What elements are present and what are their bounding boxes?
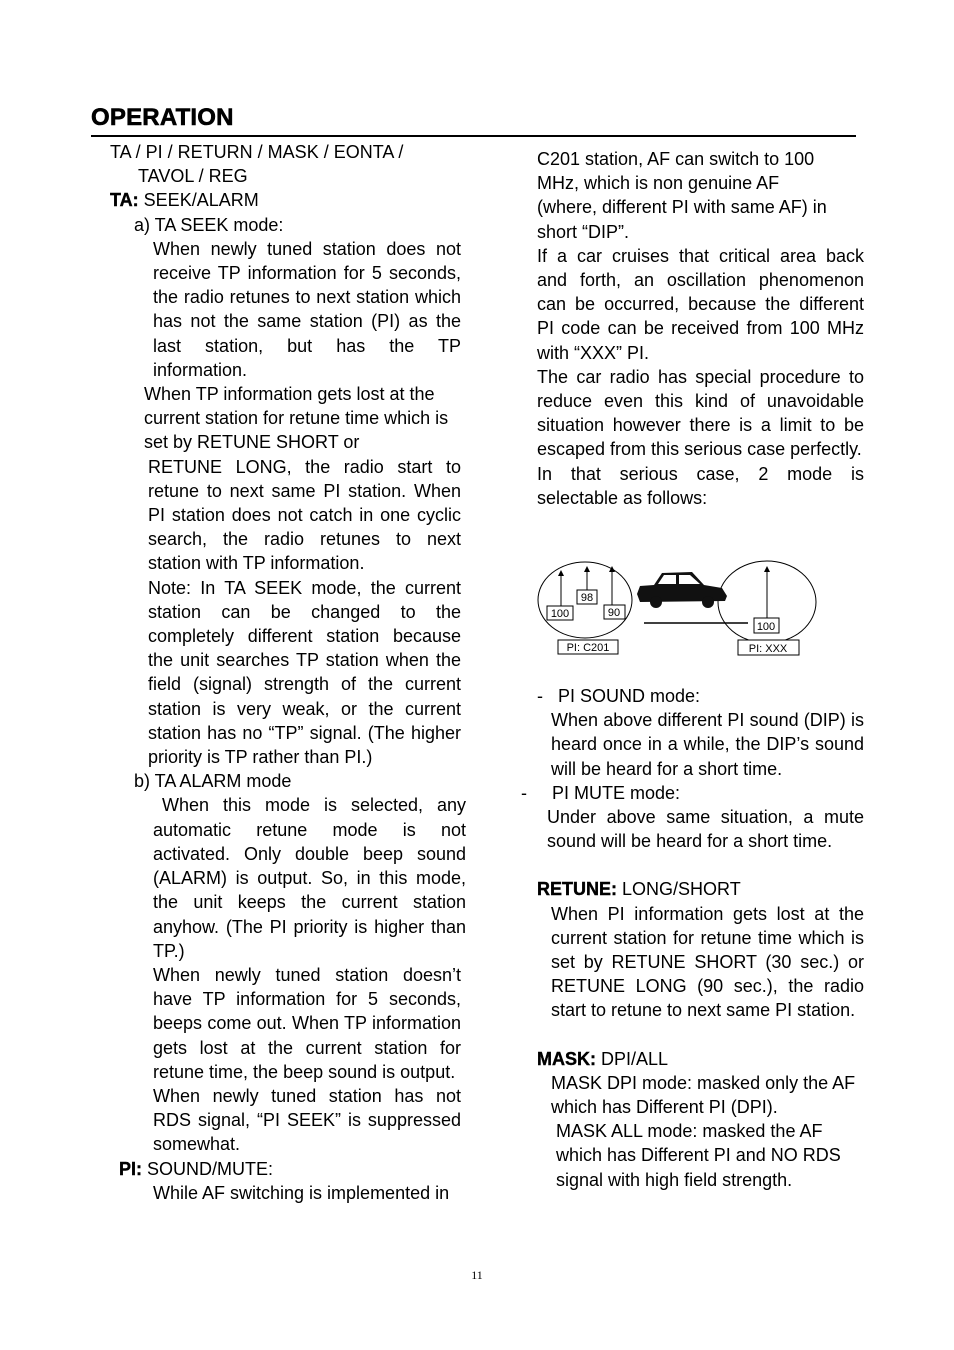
pi-continuation-2: If a car cruises that critical area back and forth, an oscillation phenomenon can be occurred, because the different PI code can be received from 100 MHz with “XXX” PI. [537, 245, 864, 363]
freq-label-100-left: 100 [550, 608, 570, 620]
mask-label: MASK: [537, 1048, 596, 1069]
mask-value: DPI/ALL [601, 1048, 669, 1069]
page-heading: OPERATION [91, 104, 234, 131]
pi-continuation-4: In that serious case, 2 mode is selectable as follows: [537, 463, 864, 508]
pi-continuation-3: The car radio has special procedure to reduce even this kind of unavoidable situation however there is a limit to be escaped from this serious case perfectly. [537, 366, 864, 460]
dash-marker: - [521, 782, 527, 803]
ta-seek-paragraph-2b: RETUNE LONG, the radio start to retune to next same PI station. When PI station does not catch in one cyclic search, the radio retunes to next station with TP information. [148, 456, 461, 574]
pi-label-xxx: PI: XXX [748, 643, 788, 655]
left-column [0, 140, 480, 1205]
pi-sound-text: When above different PI sound (DIP) is heard once in a while, the DIP’s sound will be heard for a short time. [551, 710, 864, 779]
page-number: 11 [471, 1268, 483, 1282]
pi-continuation-1: C201 station, AF can switch to 100 MHz, which is non genuine AF (where, different PI with same AF) in short “DIP”. [537, 149, 827, 242]
spacer-2 [521, 1023, 871, 1047]
items-line-1: TA / PI / RETURN / MASK / EONTA / [110, 142, 404, 162]
ta-seek-paragraph-2a: When TP information gets lost at the current station for retune time which is set by RETUNE SHORT or [144, 384, 449, 453]
ta-label: TA: [110, 190, 139, 211]
ta-alarm-heading: b) TA ALARM mode [134, 771, 292, 792]
items-line-2: TAVOL / REG [138, 166, 248, 187]
freq-label-90: 90 [607, 607, 621, 619]
pi-mute-text: Under above same situation, a mute sound will be heard for a short time. [547, 807, 864, 852]
retune-line [537, 877, 871, 901]
ta-line [110, 188, 461, 212]
ta-alarm-paragraph-2: When newly tuned station doesn’t have TP information for 5 seconds, beeps come out. When TP information gets lost at the current station for retune time, the beep sound is output. [153, 964, 461, 1082]
pi-line [119, 1157, 461, 1181]
freq-label-98: 98 [580, 592, 594, 604]
right-column-bottom [521, 684, 871, 1192]
pi-value: SOUND/MUTE: [147, 1158, 274, 1179]
ta-alarm-paragraph-1: When this mode is selected, any automatic retune mode is not activated. Only double beep sound (ALARM) is output. So, in this mode, the unit keeps the current station anyhow. (The PI priority is higher than TP.) [153, 795, 466, 961]
mask-all-text: MASK ALL mode: masked the AF which has Different PI and NO RDS signal with high field strength. [556, 1121, 841, 1190]
pi-label: PI: [119, 1158, 143, 1179]
ta-alarm-paragraph-3: When newly tuned station has not RDS signal, “PI SEEK” is suppressed somewhat. [153, 1085, 461, 1155]
mask-dpi-text: MASK DPI mode: masked only the AF which has Different PI (DPI). [551, 1072, 856, 1118]
retune-value: LONG/SHORT [622, 879, 741, 900]
ta-seek-heading: a) TA SEEK mode: [134, 214, 284, 235]
af-switching-diagram [536, 556, 866, 661]
mask-line [537, 1047, 871, 1071]
pi-paragraph-1: While AF switching is implemented in [153, 1182, 450, 1203]
ta-seek-note: Note: In TA SEEK mode, the current station can be changed to the completely different station because the unit searches TP station when the field (signal) strength of the current station is very weak, or the current station has no “TP” signal. (The higher priority is TP rather than PI.) [148, 577, 461, 768]
retune-text: When PI information gets lost at the current station for retune time which is set by RETUNE SHORT (30 sec.) or RETUNE LONG (90 sec.), the radio start to retune to next same PI station. [551, 903, 864, 1021]
pi-mute-heading [521, 781, 871, 805]
spacer-1 [521, 853, 871, 877]
pi-label-c201: PI: C201 [566, 642, 610, 654]
car-icon [637, 572, 727, 608]
ta-value: SEEK/ALARM [143, 190, 259, 211]
retune-label: RETUNE: [537, 879, 617, 900]
dash-marker: - [537, 686, 543, 706]
heading-rule [91, 135, 856, 137]
pi-sound-heading-text: PI SOUND mode: [558, 686, 701, 706]
right-column-top [537, 147, 864, 510]
pi-mute-heading-text: PI MUTE mode: [552, 782, 681, 803]
freq-label-100-right: 100 [756, 621, 776, 633]
pi-sound-heading [537, 684, 871, 708]
ta-seek-paragraph-1: When newly tuned station does not receive TP information for 5 seconds, the radio retunes to next station which has not the same station (PI) as the last station, but has the TP information. [153, 238, 461, 380]
